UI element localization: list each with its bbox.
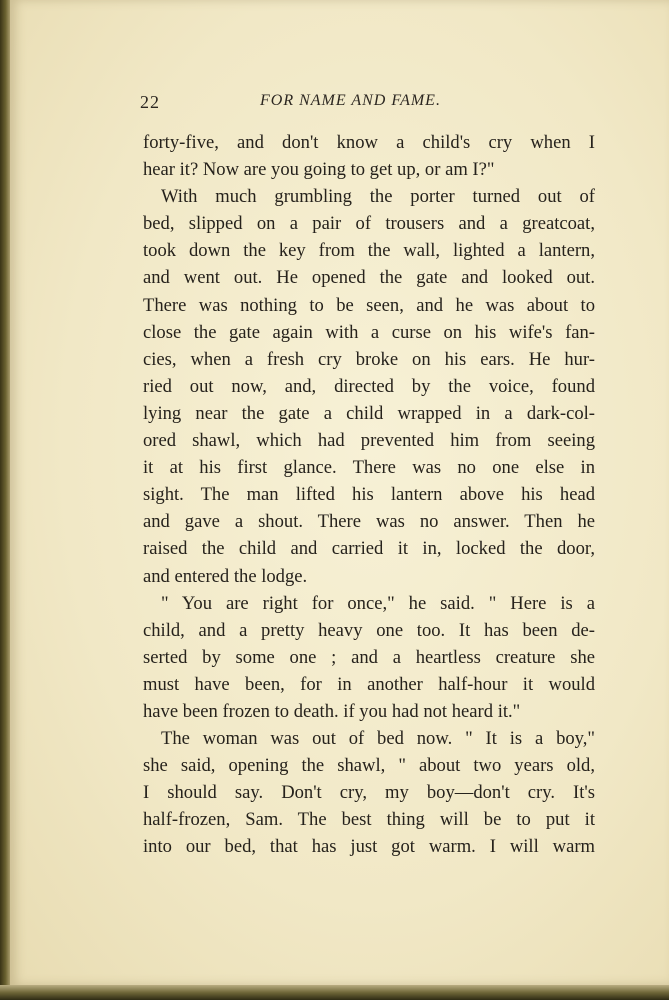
text-line: hear it? Now are you going to get up, or am I?": [143, 159, 495, 181]
text-line: must have been, for in another half-hour it would: [143, 673, 595, 695]
text-line: lying near the gate a child wrapped in a dark-col-: [143, 402, 595, 424]
text-line: half-frozen, Sam. The best thing will be to put it: [143, 809, 595, 831]
text-line: The woman was out of bed now. " It is a boy,": [161, 728, 595, 750]
text-line: child, and a pretty heavy one too. It has been de-: [143, 619, 595, 641]
text-line: cies, when a fresh cry broke on his ears. He hur-: [143, 348, 595, 370]
text-line: There was nothing to be seen, and he was about to: [143, 294, 595, 316]
text-line: With much grumbling the porter turned out of: [161, 186, 595, 208]
text-line: it at his first glance. There was no one else in: [143, 457, 595, 479]
text-line: she said, opening the shawl, " about two years old,: [143, 755, 595, 777]
text-line: serted by some one ; and a heartless creature she: [143, 646, 595, 668]
text-line: ried out now, and, directed by the voice, found: [143, 375, 595, 397]
page-bottom-edge: [0, 985, 669, 1000]
running-head: [140, 92, 595, 116]
text-line: forty-five, and don't know a child's cry when I: [143, 132, 595, 153]
running-title: FOR NAME AND FAME.: [260, 92, 441, 109]
text-line: bed, slipped on a pair of trousers and a greatcoat,: [143, 213, 595, 235]
text-line: close the gate again with a curse on his wife's fan-: [143, 321, 595, 343]
text-line: and went out. He opened the gate and looked out.: [143, 267, 595, 289]
text-line: and entered the lodge.: [143, 565, 308, 587]
text-line: sight. The man lifted his lantern above his head: [143, 484, 595, 506]
text-line: " You are right for once," he said. " Here is a: [161, 592, 595, 614]
body-text: [143, 129, 595, 861]
text-line: ored shawl, which had prevented him from seeing: [143, 430, 595, 452]
text-line: have been frozen to death. if you had not heard it.": [143, 700, 521, 722]
text-line: took down the key from the wall, lighted a lantern,: [143, 240, 595, 262]
text-line: raised the child and carried it in, locked the door,: [143, 538, 595, 560]
text-line: and gave a shout. There was no answer. Then he: [143, 511, 595, 533]
text-line: I should say. Don't cry, my boy—don't cry. It's: [143, 782, 595, 804]
text-line: into our bed, that has just got warm. I will warm: [143, 836, 595, 858]
page-number: 22: [140, 92, 160, 112]
